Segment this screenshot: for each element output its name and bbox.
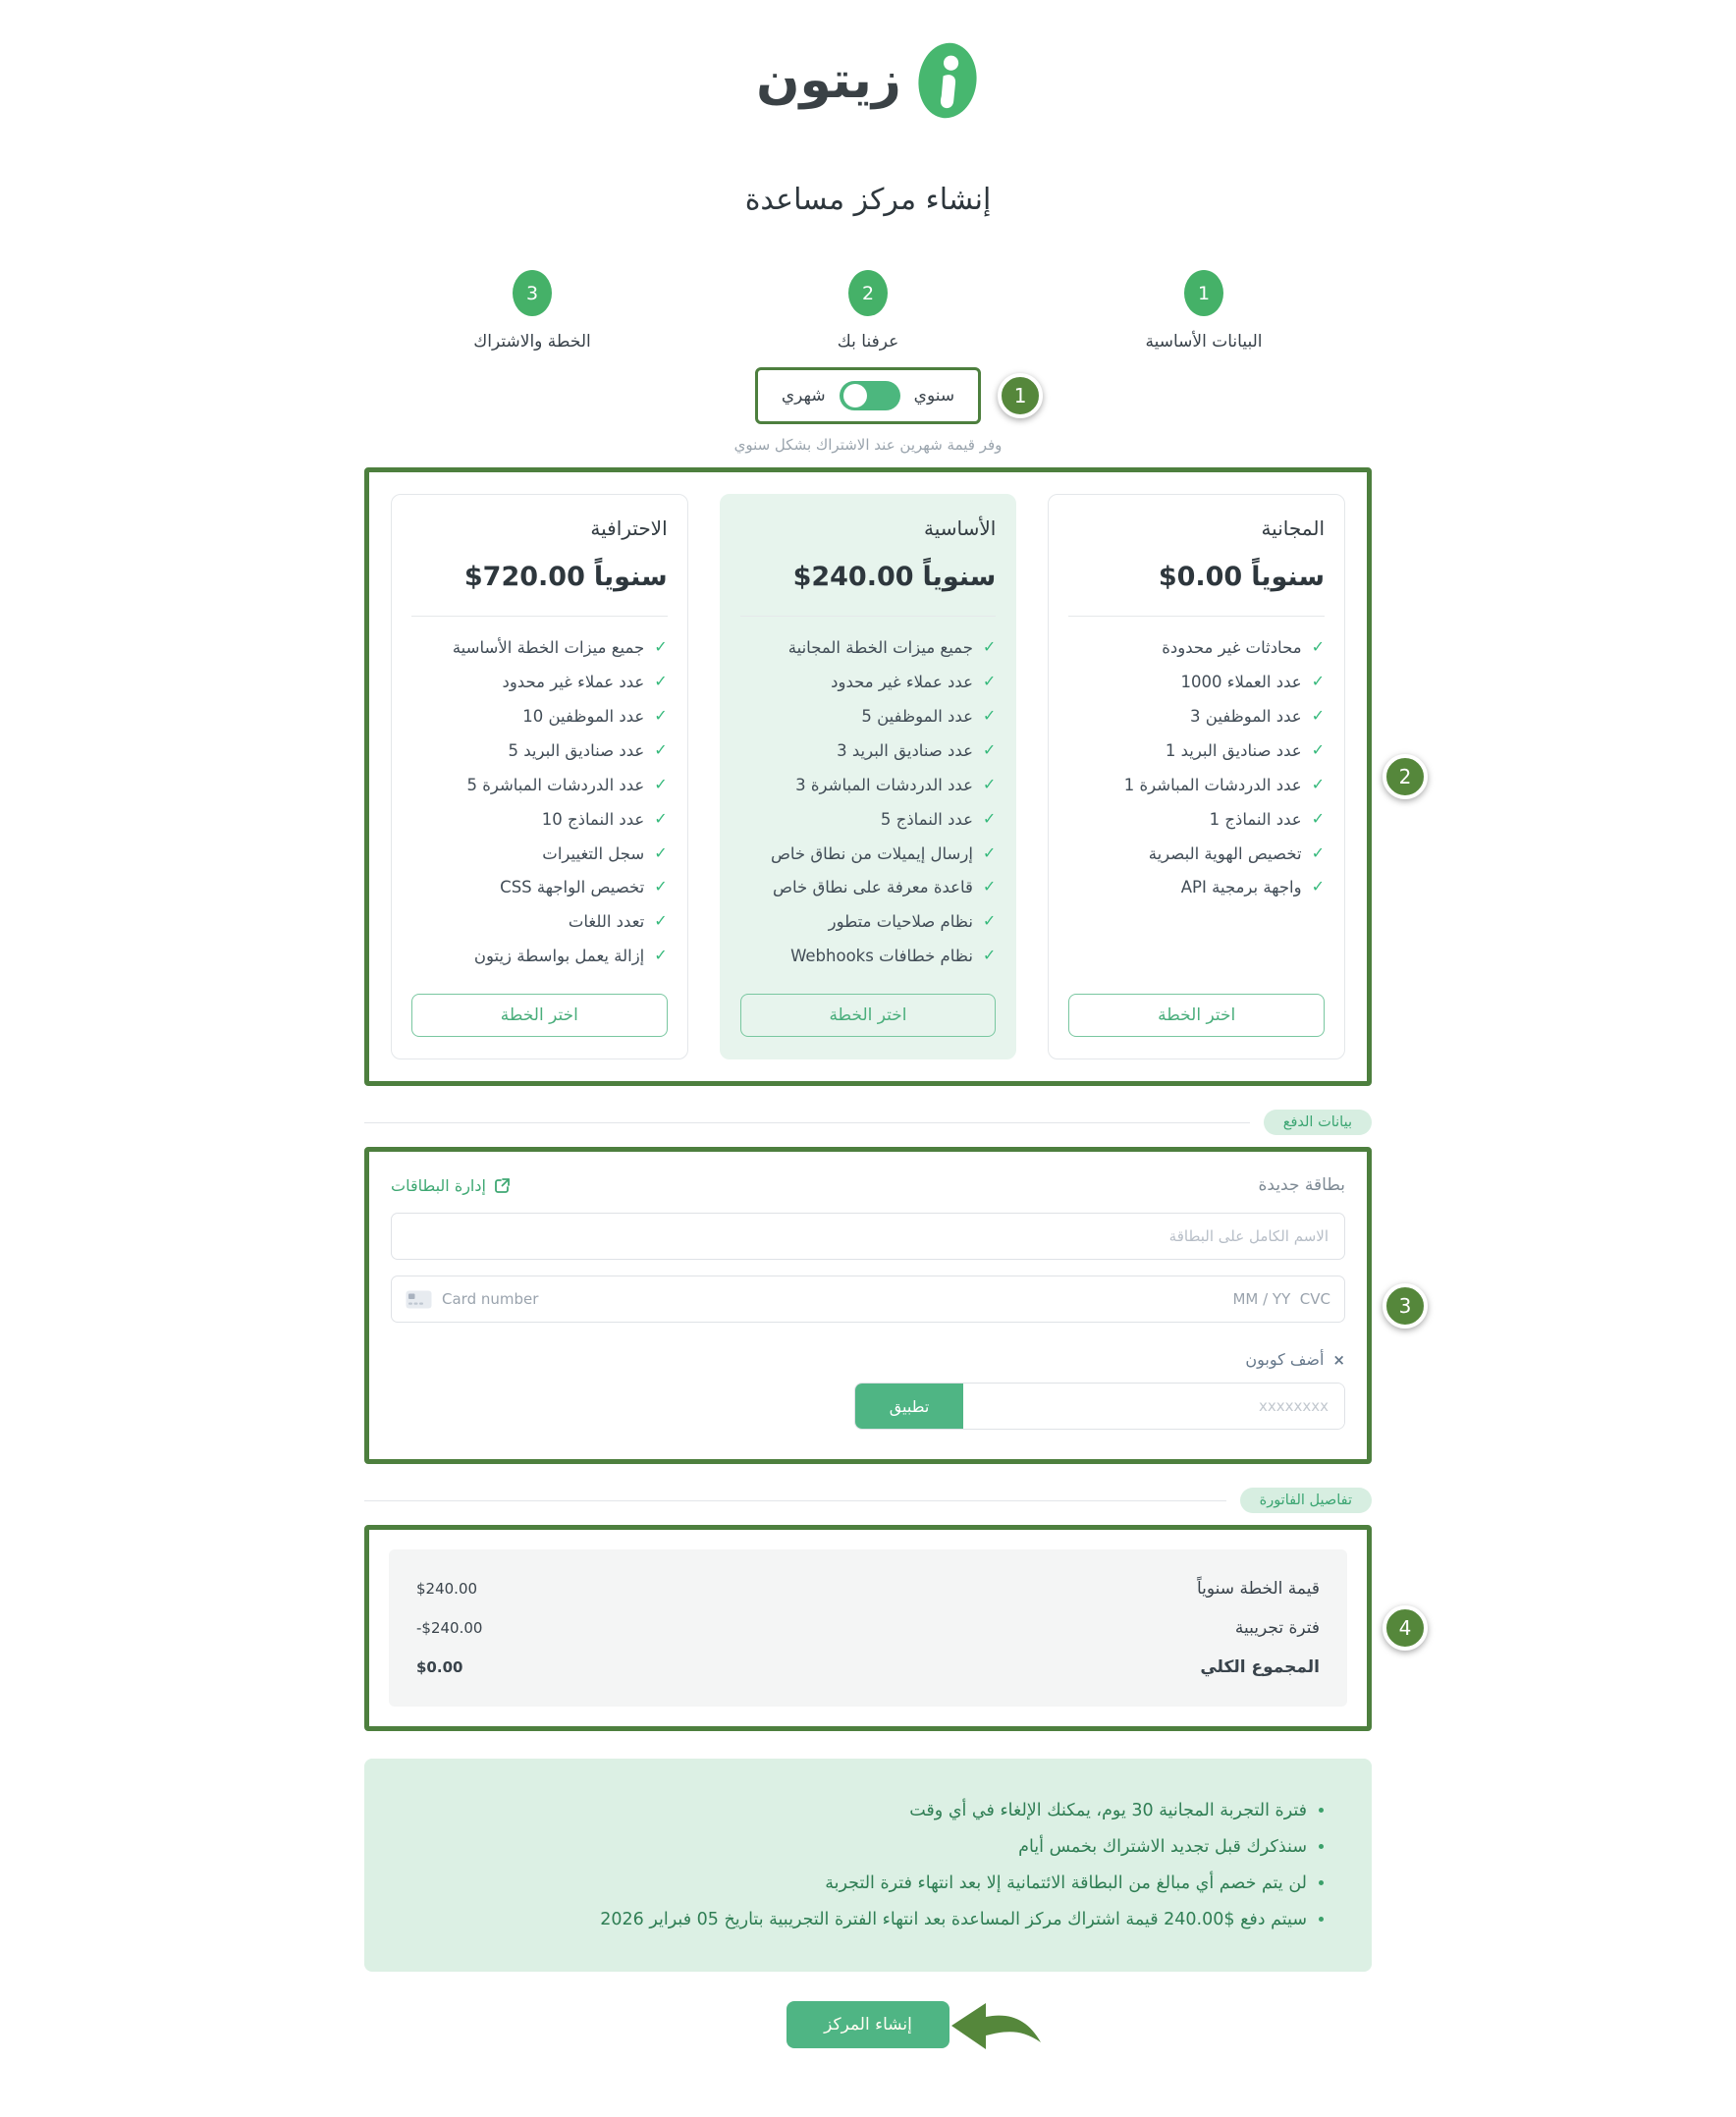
invoice-section: [364, 1525, 1412, 1731]
card-number-field[interactable]: [391, 1276, 1345, 1323]
cta-row: [364, 2001, 1372, 2048]
payment-head: [391, 1175, 1345, 1195]
check-icon: [654, 705, 667, 727]
feature-text: عدد العملاء 1000: [1180, 672, 1302, 691]
new-card-label: بطاقة جديدة: [1258, 1175, 1345, 1196]
feature-item: [1068, 671, 1325, 694]
billing-toggle-row: [364, 367, 1372, 424]
feature-text: سجل التغييرات: [542, 843, 645, 863]
invoice-section-divider: [364, 1488, 1372, 1513]
feature-text: عدد صناديق البريد 3: [837, 740, 973, 760]
note-item: • سيتم دفع $240.00 قيمة اشتراك مركز المساعدة بعد انتهاء الفترة التجريبية بتاريخ 05 فبراير 2026: [409, 1906, 1307, 1933]
feature-item: [1068, 842, 1325, 866]
check-icon: [1312, 636, 1325, 658]
plan-period: سنوياً: [1251, 562, 1325, 592]
external-link-icon: [494, 1177, 511, 1194]
check-icon: [654, 808, 667, 830]
create-center-button[interactable]: إنشاء المركز: [787, 2001, 949, 2048]
cardholder-name-input[interactable]: [391, 1213, 1345, 1260]
payment-section: [364, 1147, 1412, 1464]
check-icon: [983, 671, 996, 692]
feature-item: [740, 808, 997, 832]
manage-cards-link[interactable]: [391, 1176, 511, 1195]
feature-item: [411, 876, 668, 899]
feature-text: جميع ميزات الخطة الأساسية: [452, 638, 645, 657]
step-label: البيانات الأساسية: [1145, 332, 1263, 352]
plan-price: [411, 562, 668, 592]
billing-hint: وفر قيمة شهرين عند الاشتراك بشكل سنوي: [733, 436, 1003, 454]
invoice-total-value: $0.00: [416, 1658, 463, 1677]
feature-text: إرسال إيميلات من نطاق خاص: [770, 843, 973, 863]
feature-text: عدد عملاء غير محدود: [831, 672, 973, 691]
feature-item: [1068, 739, 1325, 763]
plan-name: الأساسية: [923, 516, 997, 540]
feature-text: عدد النماذج 5: [880, 809, 973, 829]
invoice-total-label: المجموع الكلي: [1200, 1657, 1320, 1678]
invoice-label: فترة تجريبية: [1234, 1618, 1320, 1639]
feature-item: [1068, 876, 1325, 899]
invoice-label: قيمة الخطة سنوياً: [1196, 1579, 1320, 1600]
feature-item: [740, 910, 997, 934]
feature-item: [1068, 705, 1325, 729]
feature-text: عدد الموظفين 5: [861, 706, 973, 726]
apply-coupon-button[interactable]: تطبيق: [855, 1384, 963, 1429]
feature-item: [411, 671, 668, 694]
invoice-total-row: [416, 1648, 1320, 1687]
note-item: • سنذكرك قبل تجديد الاشتراك بخمس أيام: [409, 1833, 1307, 1861]
feature-item: [740, 876, 997, 899]
check-icon: [983, 774, 996, 795]
credit-card-icon: [406, 1290, 432, 1309]
plan-card-professional: [391, 494, 688, 1059]
plan-price: [740, 562, 997, 592]
feature-text: عدد النماذج 10: [541, 809, 645, 829]
step-number-badge: 2: [848, 270, 888, 316]
plan-period: سنوياً: [922, 562, 997, 592]
plan-amount: $0.00: [1158, 562, 1243, 592]
feature-text: قاعدة معرفة على نطاق خاص: [773, 878, 973, 897]
feature-item: [740, 705, 997, 729]
choose-plan-button-basic[interactable]: اختر الخطة: [740, 994, 997, 1037]
billing-toggle-box: [755, 367, 1027, 424]
check-icon: [1312, 842, 1325, 864]
feature-item: [740, 945, 997, 968]
feature-text: عدد النماذج 1: [1209, 809, 1302, 829]
feature-text: نظام صلاحيات متطور: [828, 912, 973, 932]
feature-text: عدد الدردشات المباشرة 5: [466, 775, 645, 794]
plan-amount: $240.00: [792, 562, 914, 592]
check-icon: [983, 945, 996, 966]
feature-item: [411, 910, 668, 934]
check-icon: [983, 808, 996, 830]
plan-features: [1068, 636, 1325, 899]
plans-section: [364, 467, 1412, 1086]
check-icon: [654, 910, 667, 932]
feature-text: جميع ميزات الخطة المجانية: [787, 638, 973, 657]
manage-cards-label: إدارة البطاقات: [391, 1175, 486, 1195]
feature-text: تخصيص الواجهة CSS: [500, 878, 645, 897]
coupon-input[interactable]: [963, 1384, 1344, 1429]
invoice-value: -$240.00: [416, 1619, 483, 1638]
feature-item: [740, 842, 997, 866]
plan-card-free: [1048, 494, 1345, 1059]
step-number-badge: 3: [513, 270, 552, 316]
check-icon: [1312, 671, 1325, 692]
check-icon: [983, 910, 996, 932]
step-plan-subscription: [364, 270, 700, 352]
add-coupon-toggle[interactable]: [391, 1350, 1345, 1369]
feature-text: واجهة برمجية API: [1180, 878, 1302, 897]
plan-features: [740, 636, 997, 968]
feature-item: [740, 671, 997, 694]
billing-period-toggle[interactable]: [840, 381, 900, 410]
feature-item: [411, 705, 668, 729]
feature-item: [411, 842, 668, 866]
add-coupon-label: أضف كوبون: [1245, 1350, 1325, 1370]
olive-logo-icon: [915, 39, 980, 122]
feature-item: [1068, 808, 1325, 832]
feature-item: [740, 636, 997, 660]
feature-text: عدد الدردشات المباشرة 3: [795, 775, 973, 794]
annotation-marker-1: 1: [998, 373, 1043, 418]
check-icon: [654, 876, 667, 897]
check-icon: [983, 705, 996, 727]
check-icon: [983, 842, 996, 864]
plan-divider: [1068, 616, 1325, 617]
plan-features: [411, 636, 668, 968]
note-item: • لن يتم خصم أي مبالغ من البطاقة الائتمانية إلا بعد انتهاء فترة التجربة: [409, 1870, 1307, 1897]
check-icon: [1312, 705, 1325, 727]
brand-logo: [364, 39, 1372, 122]
feature-item: [411, 739, 668, 763]
annotation-arrow-icon: [949, 1999, 1043, 2056]
check-icon: [654, 774, 667, 795]
feature-item: [411, 808, 668, 832]
invoice-badge: تفاصيل الفاتورة: [1240, 1488, 1372, 1513]
check-icon: [654, 671, 667, 692]
annotation-marker-2: 2: [1383, 754, 1428, 799]
step-number-badge: 1: [1184, 270, 1223, 316]
annotation-marker-3: 3: [1383, 1283, 1428, 1329]
yearly-label: سنوي: [913, 386, 955, 406]
close-icon[interactable]: [1332, 1351, 1345, 1369]
feature-text: عدد الموظفين 10: [522, 706, 645, 726]
monthly-label: شهري: [781, 386, 826, 406]
page-title: إنشاء مركز مساعدة: [744, 183, 992, 217]
feature-item: [411, 636, 668, 660]
plan-divider: [411, 616, 668, 617]
step-about-you: [700, 270, 1036, 352]
steps-nav: [364, 270, 1372, 352]
feature-item: [740, 739, 997, 763]
check-icon: [1312, 774, 1325, 795]
feature-text: عدد الدردشات المباشرة 1: [1123, 775, 1302, 794]
payment-section-divider: [364, 1110, 1372, 1135]
feature-text: تخصيص الهوية البصرية: [1148, 843, 1302, 863]
check-icon: [983, 636, 996, 658]
toggle-knob: [843, 384, 867, 407]
check-icon: [983, 876, 996, 897]
choose-plan-button-professional[interactable]: اختر الخطة: [411, 994, 668, 1037]
card-expiry-cvc-input[interactable]: [1213, 1290, 1330, 1308]
step-label: عرفنا بك: [837, 332, 899, 352]
brand-name: زيتون: [756, 51, 901, 110]
check-icon: [654, 842, 667, 864]
check-icon: [1312, 808, 1325, 830]
card-number-input[interactable]: [442, 1290, 1203, 1308]
check-icon: [654, 739, 667, 761]
invoice-value: $240.00: [416, 1580, 478, 1599]
check-icon: [1312, 739, 1325, 761]
check-icon: [983, 739, 996, 761]
plan-divider: [740, 616, 997, 617]
invoice-row-trial: [416, 1608, 1320, 1648]
feature-text: نظام خطافات Webhooks: [790, 947, 973, 966]
choose-plan-button-free[interactable]: اختر الخطة: [1068, 994, 1325, 1037]
step-label: الخطة والاشتراك: [473, 332, 591, 352]
create-helpcenter-page: [364, 0, 1412, 2117]
annotation-marker-4: 4: [1383, 1605, 1428, 1651]
trial-notes-list: [409, 1797, 1327, 1933]
feature-item: [740, 774, 997, 797]
check-icon: [1312, 876, 1325, 897]
feature-text: عدد صناديق البريد 5: [508, 740, 645, 760]
plan-name: المجانية: [1261, 516, 1325, 540]
feature-text: عدد صناديق البريد 1: [1165, 740, 1302, 760]
plan-name: الاحترافية: [590, 516, 668, 540]
divider-line: [364, 1500, 1226, 1501]
invoice-row-plan: [416, 1569, 1320, 1608]
payment-badge: بيانات الدفع: [1264, 1110, 1372, 1135]
check-icon: [654, 945, 667, 966]
feature-text: عدد الموظفين 3: [1190, 706, 1302, 726]
plan-price: [1068, 562, 1325, 592]
trial-notes: [364, 1759, 1372, 1972]
plan-amount: $720.00: [463, 562, 585, 592]
feature-item: [1068, 774, 1325, 797]
feature-text: محادثات غير محدودة: [1162, 638, 1302, 657]
feature-text: إزالة يعمل بواسطة زيتون: [473, 947, 645, 966]
coupon-group: [854, 1383, 1345, 1430]
plan-period: سنوياً: [593, 562, 668, 592]
feature-item: [1068, 636, 1325, 660]
plan-card-basic: [720, 494, 1017, 1059]
feature-item: [411, 774, 668, 797]
invoice-summary: [389, 1549, 1347, 1707]
divider-line: [364, 1122, 1250, 1123]
check-icon: [654, 636, 667, 658]
feature-text: تعدد اللغات: [568, 912, 645, 932]
feature-text: عدد عملاء غير محدود: [502, 672, 645, 691]
step-basic-data: [1036, 270, 1372, 352]
feature-item: [411, 945, 668, 968]
note-item: • فترة التجربة المجانية 30 يوم، يمكنك الإلغاء في أي وقت: [409, 1797, 1307, 1824]
